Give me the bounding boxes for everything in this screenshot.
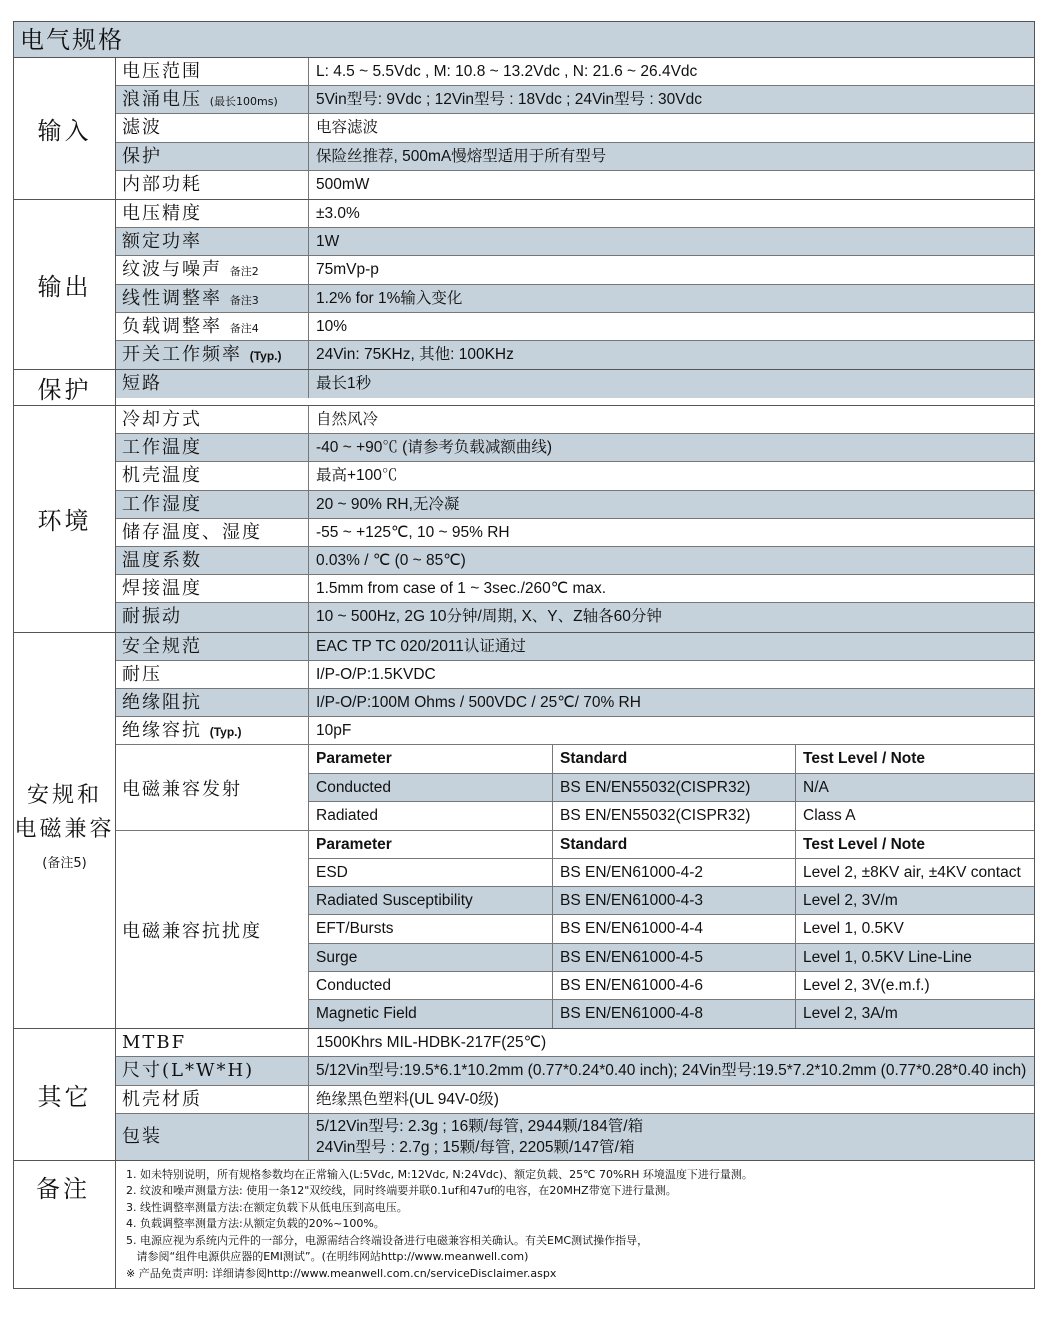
spec-name — [116, 434, 309, 461]
spec-name-text: 绝缘阻抗 — [122, 691, 202, 713]
section-body-protection — [116, 370, 1034, 405]
spec-name — [116, 341, 309, 369]
emc-immunity-table — [309, 831, 1034, 1028]
spec-row — [116, 462, 1034, 490]
emc-standard: BS EN/EN61000-4-5 — [553, 944, 796, 971]
spec-row — [116, 1029, 1034, 1057]
spec-row — [116, 313, 1034, 341]
section-notes — [14, 1161, 1034, 1289]
emc-level: Class A — [803, 806, 856, 824]
spec-value: -40 ~ +90℃ (请参考负载减额曲线) — [316, 439, 552, 457]
emc-level: Level 1, 0.5KV — [803, 920, 904, 938]
spec-name — [116, 603, 309, 631]
emc-row — [309, 802, 1034, 830]
note-line: 4. 负载调整率测量方法:从额定负载的20%~100%。 — [126, 1217, 385, 1231]
spec-name-text: 开关工作频率 — [122, 343, 242, 365]
emc-parameter: Surge — [309, 944, 553, 971]
emc-standard: BS EN/EN61000-4-4 — [553, 915, 796, 942]
emc-level: N/A — [803, 778, 829, 796]
spec-value: -55 ~ +125℃, 10 ~ 95% RH — [316, 523, 510, 541]
emc-emission-block — [116, 745, 1034, 831]
spec-row — [116, 491, 1034, 519]
emc-row — [309, 774, 1034, 802]
spec-name-text: 机壳材质 — [122, 1088, 202, 1110]
spec-name-text: 短路 — [122, 373, 162, 395]
spec-name-text: 耐振动 — [122, 606, 182, 628]
section-label-protection: 保护 — [14, 370, 116, 405]
section-label-others: 其它 — [14, 1029, 116, 1160]
spec-value: 自然风冷 — [316, 411, 379, 429]
spec-name-text: 额定功率 — [122, 231, 202, 253]
safety-rows — [116, 633, 1034, 746]
section-others — [14, 1029, 1034, 1161]
spec-name-text: 冷却方式 — [122, 409, 202, 431]
emc-standard: BS EN/EN61000-4-2 — [553, 859, 796, 886]
spec-name — [116, 86, 309, 113]
spec-row — [116, 58, 1034, 86]
emc-level: Level 2, 3A/m — [803, 1005, 898, 1022]
spec-name-text: 保护 — [122, 145, 162, 167]
spec-value: 1.2% for 1%输入变化 — [316, 289, 463, 307]
spec-name — [116, 143, 309, 170]
spec-row — [116, 661, 1034, 689]
emc-header-standard: Standard — [553, 831, 796, 858]
spec-name — [116, 1029, 309, 1056]
emc-parameter: Conducted — [309, 774, 553, 801]
spec-name — [116, 256, 309, 283]
spec-name — [116, 633, 309, 660]
emc-parameter: ESD — [309, 859, 553, 886]
spec-name — [116, 547, 309, 574]
spec-name — [116, 661, 309, 688]
spec-row — [116, 1086, 1034, 1114]
packing-line-2: 24Vin型号 : 2.7g ; 15颗/每管, 2205颗/147管/箱 — [316, 1138, 635, 1156]
emc-header-standard: Standard — [553, 745, 796, 772]
spec-name — [116, 717, 309, 744]
spec-sheet — [13, 21, 1035, 1289]
spec-name-text: 负载调整率 — [122, 315, 222, 337]
section-label-output: 输出 — [14, 200, 116, 369]
emc-row — [309, 972, 1034, 1000]
note-line: 5. 电源应视为系统内元件的一部分，电源需结合终端设备进行电磁兼容相关确认。有关EMC测试操作指导， — [126, 1233, 649, 1247]
emc-row — [309, 859, 1034, 887]
spec-name — [116, 313, 309, 340]
spec-row — [116, 547, 1034, 575]
section-output — [14, 200, 1034, 370]
spec-name — [116, 228, 309, 255]
spec-name — [116, 58, 309, 85]
spec-name — [116, 406, 309, 433]
spec-value-packing — [309, 1114, 1034, 1160]
spec-name-text: 滤波 — [122, 117, 162, 139]
spec-name-packing: 包装 — [116, 1114, 309, 1160]
emc-row — [309, 1000, 1034, 1028]
spec-value: 1W — [316, 233, 340, 251]
spec-value: 20 ~ 90% RH,无冷凝 — [316, 495, 460, 513]
page-title: 电气规格 — [14, 22, 1034, 58]
spec-name — [116, 285, 309, 312]
spec-name — [116, 575, 309, 602]
spec-name — [116, 1057, 309, 1084]
section-label-input: 输入 — [14, 58, 116, 199]
spec-row-packing — [116, 1114, 1034, 1160]
spec-name-text: 尺寸(L*W*H) — [122, 1060, 255, 1082]
safety-label-line1: 安规和 — [26, 783, 102, 809]
spec-row — [116, 633, 1034, 661]
spec-name-text: 工作温度 — [122, 437, 202, 459]
section-environment — [14, 406, 1034, 633]
section-label-environment: 环境 — [14, 406, 116, 632]
notes-body — [116, 1161, 1034, 1289]
spec-value: 保险丝推荐, 500mA慢熔型适用于所有型号 — [316, 147, 607, 165]
spec-name — [116, 689, 309, 716]
emc-parameter: EFT/Bursts — [309, 915, 553, 942]
spec-name-note: 备注4 — [229, 321, 259, 335]
emc-immunity-label: 电磁兼容抗扰度 — [116, 831, 309, 1028]
spec-value: 最长1秒 — [316, 375, 372, 393]
spec-name-text: 浪涌电压 — [122, 89, 202, 111]
spec-row — [116, 86, 1034, 114]
spec-value: 1.5mm from case of 1 ~ 3sec./260℃ max. — [316, 580, 607, 598]
spec-name — [116, 370, 309, 398]
spec-row — [116, 603, 1034, 631]
emc-parameter: Magnetic Field — [309, 1000, 553, 1028]
others-rows — [116, 1029, 1034, 1114]
emc-emission-table — [309, 745, 1034, 830]
spec-row — [116, 285, 1034, 313]
spec-name — [116, 114, 309, 141]
spec-name — [116, 462, 309, 489]
safety-label-line2: 电磁兼容 — [14, 817, 115, 843]
spec-name-text: 内部功耗 — [122, 173, 202, 195]
spec-value: L: 4.5 ~ 5.5Vdc , M: 10.8 ~ 13.2Vdc , N: 21.6 ~ 26.4Vdc — [316, 63, 698, 80]
emc-standard: BS EN/EN61000-4-8 — [553, 1000, 796, 1028]
spec-value: 10% — [316, 317, 348, 335]
spec-name-typ: (Typ.) — [209, 725, 242, 740]
spec-name — [116, 519, 309, 546]
emc-row — [309, 887, 1034, 915]
spec-row — [116, 519, 1034, 547]
spec-name — [116, 200, 309, 227]
note-line: 2. 纹波和噪声测量方法: 使用一条12"双绞线，同时终端要并联0.1uf和47uf的电容，在20MHZ带宽下进行量测。 — [126, 1184, 677, 1198]
spec-row — [116, 143, 1034, 171]
spec-name-typ: (Typ.) — [249, 348, 282, 363]
emc-parameter: Radiated — [309, 802, 553, 830]
emc-row — [309, 944, 1034, 972]
spec-value: I/P-O/P:1.5KVDC — [316, 665, 436, 683]
note-line: 请参阅“组件电源供应器的EMI测试”。(在明纬网站http://www.meanwell.com) — [126, 1250, 529, 1264]
spec-value: 1500Khrs MIL-HDBK-217F(25℃) — [316, 1034, 547, 1052]
spec-name-text: 工作湿度 — [122, 493, 202, 515]
spec-name-note: 备注3 — [229, 293, 259, 307]
spec-row — [116, 1057, 1034, 1085]
spec-value: 5Vin型号: 9Vdc ; 12Vin型号 : 18Vdc ; 24Vin型号 : 30Vdc — [316, 91, 702, 109]
spec-name-text: 机壳温度 — [122, 465, 202, 487]
emc-parameter: Radiated Susceptibility — [309, 887, 553, 914]
spec-value: 10pF — [316, 722, 352, 740]
spec-row — [116, 256, 1034, 284]
spec-name — [116, 491, 309, 518]
spec-value: 75mVp-p — [316, 261, 379, 279]
spec-value: I/P-O/P:100M Ohms / 500VDC / 25℃/ 70% RH — [316, 693, 641, 711]
spec-value: ±3.0% — [316, 204, 360, 222]
section-safety-emc — [14, 633, 1034, 1030]
spec-name-text: 储存温度、湿度 — [122, 521, 262, 543]
spec-name-text: 纹波与噪声 — [122, 259, 222, 281]
section-input — [14, 58, 1034, 200]
spec-row — [116, 200, 1034, 228]
emc-parameter: Conducted — [309, 972, 553, 999]
emc-header-level: Test Level / Note — [803, 750, 926, 768]
spec-name-text: 电压精度 — [122, 202, 202, 224]
emc-standard: BS EN/EN61000-4-6 — [553, 972, 796, 999]
spec-row — [116, 171, 1034, 199]
note-line: 3. 线性调整率测量方法:在额定负载下从低电压到高电压。 — [126, 1200, 408, 1214]
spec-name-text: 绝缘容抗 — [122, 720, 202, 742]
spec-name-note: 备注2 — [229, 265, 259, 279]
spec-row — [116, 717, 1034, 745]
spec-name-text: 温度系数 — [122, 550, 202, 571]
spec-name-text: 焊接温度 — [122, 578, 202, 600]
packing-line-1: 5/12Vin型号: 2.3g ; 16颗/每管, 2944颗/184管/箱 — [316, 1117, 644, 1135]
spec-name-text: 线性调整率 — [122, 287, 222, 309]
spec-row — [116, 341, 1034, 369]
spec-row — [116, 575, 1034, 603]
spec-name-text: 耐压 — [122, 663, 162, 685]
spec-name-text: 电压范围 — [122, 61, 202, 82]
spec-value: 最高+100℃ — [316, 467, 398, 485]
spec-value: 10 ~ 500Hz, 2G 10分钟/周期, X、Y、Z轴各60分钟 — [316, 608, 662, 626]
emc-header-row — [309, 745, 1034, 773]
note-line: 1. 如未特别说明，所有规格参数均在正常输入(L:5Vdc, M:12Vdc, N:24Vdc)、额定负载、25℃ 70%RH 环境温度下进行量测。 — [126, 1167, 753, 1181]
section-label-safety — [14, 633, 116, 1029]
spec-value: 500mW — [316, 175, 370, 193]
section-body-safety — [116, 633, 1034, 1029]
spec-name — [116, 1086, 309, 1113]
emc-row — [309, 915, 1034, 943]
emc-header-parameter: Parameter — [309, 745, 553, 772]
spec-row — [116, 406, 1034, 434]
emc-header-parameter: Parameter — [309, 831, 553, 858]
note-line: ※ 产品免责声明: 详细请参阅http://www.meanwell.com.cn/serviceDisclaimer.aspx — [126, 1266, 557, 1280]
section-label-notes: 备注 — [14, 1161, 116, 1289]
spec-row — [116, 114, 1034, 142]
spec-value: 0.03% / ℃ (0 ~ 85℃) — [316, 552, 466, 569]
spec-row — [116, 689, 1034, 717]
section-body-others — [116, 1029, 1034, 1160]
spec-row — [116, 228, 1034, 256]
emc-level: Level 2, 3V(e.m.f.) — [803, 976, 930, 994]
emc-level: Level 1, 0.5KV Line-Line — [803, 948, 972, 966]
spec-name-text: 安全规范 — [122, 635, 202, 657]
emc-standard: BS EN/EN55032(CISPR32) — [553, 802, 796, 830]
spec-row — [116, 434, 1034, 462]
emc-level: Level 2, 3V/m — [803, 892, 898, 910]
spec-name-note: (最长100ms) — [209, 95, 278, 109]
spec-value: 电容滤波 — [316, 119, 379, 137]
spec-value: 绝缘黑色塑料(UL 94V-0级) — [316, 1090, 499, 1108]
spec-value: EAC TP TC 020/2011认证通过 — [316, 637, 526, 655]
spec-row — [116, 370, 1034, 398]
emc-immunity-block — [116, 831, 1034, 1028]
section-body-environment — [116, 406, 1034, 632]
spec-name-text: MTBF — [122, 1032, 187, 1054]
spec-value: 24Vin: 75KHz, 其他: 100KHz — [316, 345, 514, 363]
section-body-input — [116, 58, 1034, 199]
emc-emission-label: 电磁兼容发射 — [116, 745, 309, 830]
emc-standard: BS EN/EN61000-4-3 — [553, 887, 796, 914]
spec-value: 5/12Vin型号:19.5*6.1*10.2mm (0.77*0.24*0.40 inch); 24Vin型号:19.5*7.2*10.2mm (0.77*0.28*0.40 inch) — [316, 1062, 1027, 1080]
emc-standard: BS EN/EN55032(CISPR32) — [553, 774, 796, 801]
safety-label-note: (备注5) — [42, 856, 87, 872]
emc-header-row — [309, 831, 1034, 859]
emc-header-level: Test Level / Note — [803, 835, 926, 853]
spec-name — [116, 171, 309, 199]
section-protection — [14, 370, 1034, 406]
section-body-output — [116, 200, 1034, 369]
emc-level: Level 2, ±8KV air, ±4KV contact — [803, 864, 1021, 882]
